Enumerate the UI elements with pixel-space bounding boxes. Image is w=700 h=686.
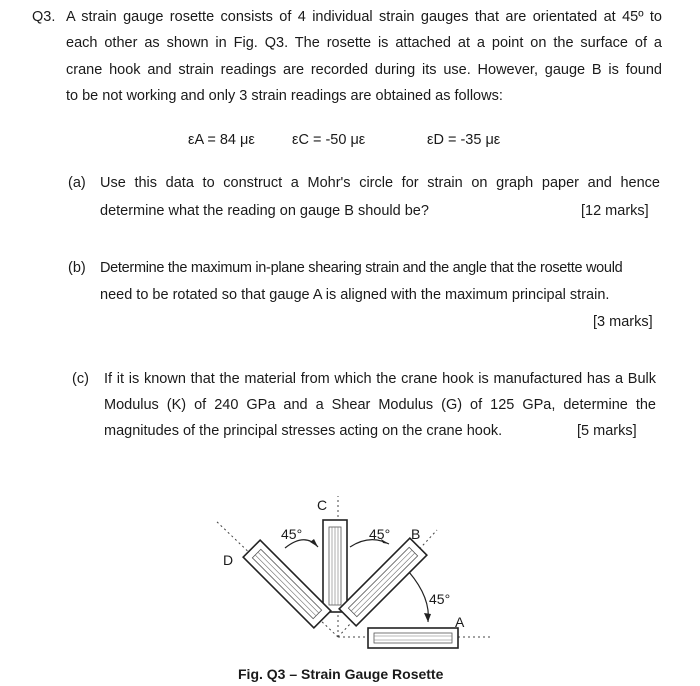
- part-c-marks: [5 marks]: [577, 423, 637, 439]
- intro-line-1: A strain gauge rosette consists of 4 individual strain gauges that are orientated at 45º to: [66, 9, 662, 25]
- part-b-line-1: Determine the maximum in-plane shearing strain and the angle that the rosette would: [100, 260, 623, 276]
- angle-label-cb: 45°: [369, 526, 391, 542]
- strain-gauge-rosette-figure: [205, 490, 505, 662]
- reading-a: εA = 84 με: [188, 132, 255, 148]
- intro-line-2: each other as shown in Fig. Q3. The rosette is attached at a point on the surface of a: [66, 35, 662, 51]
- gauge-label-a: A: [455, 614, 465, 630]
- gauge-label-d: D: [223, 552, 234, 568]
- part-a-line-1: Use this data to construct a Mohr's circle for strain on graph paper and hence: [100, 175, 660, 191]
- intro-line-3: crane hook and strain readings are recorded during its use. However, gauge B is found: [66, 62, 662, 78]
- part-c-line-3: magnitudes of the principal stresses acting on the crane hook.: [104, 423, 503, 439]
- part-b-marks: [3 marks]: [593, 314, 653, 330]
- question-number: Q3.: [32, 9, 56, 25]
- part-c-line-2: Modulus (K) of 240 GPa and a Shear Modulus (G) of 125 GPa, determine the: [104, 397, 656, 413]
- part-b-line-2: need to be rotated so that gauge A is aligned with the maximum principal strain.: [100, 287, 610, 303]
- part-c-label: (c): [72, 371, 89, 387]
- reading-d: εD = -35 με: [427, 132, 501, 148]
- angle-label-dc: 45°: [281, 526, 303, 542]
- gauge-c: [323, 520, 347, 612]
- figure-caption: Fig. Q3 – Strain Gauge Rosette: [238, 666, 444, 682]
- angle-label-ba: 45°: [429, 591, 451, 607]
- gauge-b: [339, 538, 427, 626]
- part-c-line-1: If it is known that the material from which the crane hook is manufactured has a Bulk: [104, 371, 656, 387]
- gauge-label-c: C: [317, 497, 328, 513]
- part-a-line-2: determine what the reading on gauge B should be?: [100, 203, 429, 219]
- part-a-label: (a): [68, 175, 86, 191]
- reading-c: εC = -50 με: [292, 132, 366, 148]
- intro-line-4: to be not working and only 3 strain readings are obtained as follows:: [66, 88, 503, 104]
- gauge-d: [243, 540, 331, 628]
- gauge-label-b: B: [411, 526, 421, 542]
- gauge-a: [368, 628, 458, 648]
- part-a-marks: [12 marks]: [581, 203, 649, 219]
- part-b-label: (b): [68, 260, 86, 276]
